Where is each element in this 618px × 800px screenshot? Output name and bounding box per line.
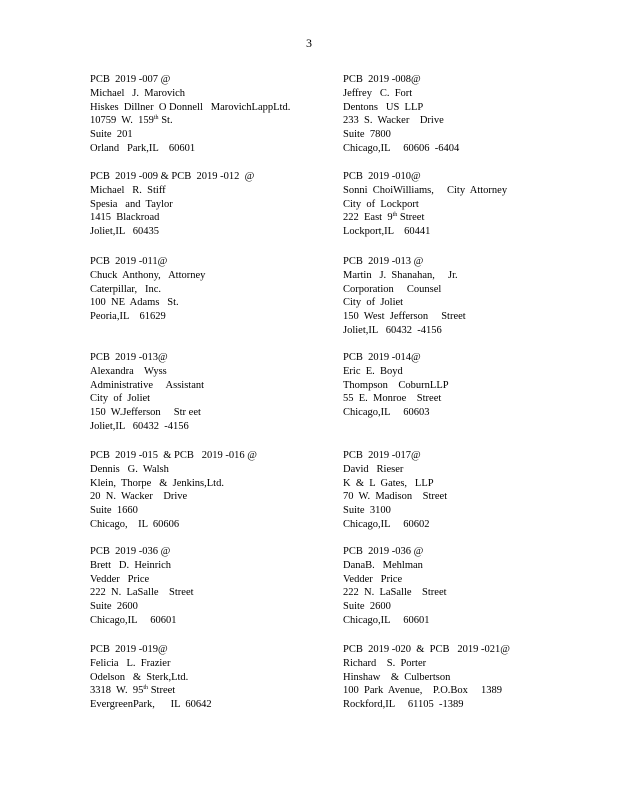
address-line: Vedder Price [343,573,403,585]
address-block [343,170,583,239]
address-line: Corporation Counsel [343,283,442,295]
address-block [90,73,330,156]
address-block [90,255,330,324]
address-line: Richard S. Porter [343,657,427,669]
address-line: Rockford,IL 61105 -1389 [343,699,464,711]
address-line: 233 S. Wacker Drive [343,115,444,127]
case-number: PCB 2019 -013@ [90,352,168,363]
address-line: Chicago,IL 60603 [343,407,430,419]
address-line: Administrative Assistant [90,379,205,391]
address-line: 1415 Blackroad [90,212,160,224]
address-line: 150 West Jefferson Street [343,311,466,323]
address-line: 150 W.Jefferson Str eet [90,407,201,419]
address-line: Vedder Price [90,573,150,585]
address-line: Lockport,IL 60441 [343,226,431,238]
address-line: Suite 2600 [343,601,391,613]
case-number: PCB 2019 -015 & PCB 2019 -016 @ [90,450,257,461]
address-line: Odelson & Sterk,Ltd. [90,671,189,683]
address-line: Dentons US LLP [343,101,424,113]
address-line: 100 NE Adams St. [90,297,179,309]
case-number: PCB 2019 -036 @ [343,546,424,557]
address-line: Dennis G. Walsh [90,463,169,475]
address-line: Orland Park,IL 60601 [90,142,196,154]
address-line: Alexandra Wyss [90,365,167,377]
address-line: Caterpillar, Inc. [90,283,162,295]
address-line: 222 N. LaSalle Street [90,587,194,599]
address-line: Michael R. Stiff [90,184,166,196]
address-line: Martin J. Shanahan, Jr. [343,269,458,281]
address-line: Suite 201 [90,129,133,141]
address-line: Felicia L. Frazier [90,657,171,669]
case-number: PCB 2019 -007 @ [90,74,171,85]
address-line: K & L Gates, LLP [343,477,434,489]
address-line: DanaB. Mehlman [343,559,423,571]
address-line: Chicago,IL 60602 [343,518,430,530]
address-line: Suite 2600 [90,601,138,613]
address-line: Suite 7800 [343,129,391,141]
case-number: PCB 2019 -008@ [343,74,421,85]
case-number: PCB 2019 -013 @ [343,256,424,267]
ordinal-suffix: th [392,212,398,219]
case-number: PCB 2019 -011@ [90,256,168,267]
case-number: PCB 2019 -009 & PCB 2019 -012 @ [90,171,255,182]
address-line: 222 East 9th Street [343,212,425,224]
address-block [343,545,583,628]
address-block [343,73,583,156]
address-block [90,170,330,239]
case-number: PCB 2019 -019@ [90,644,168,655]
address-line: Hinshaw & Culbertson [343,671,451,683]
ordinal-suffix: th [153,115,159,122]
address-line: Chicago,IL 60601 [90,614,177,626]
address-line: Eric E. Boyd [343,365,403,377]
address-line: Klein, Thorpe & Jenkins,Ltd. [90,477,224,489]
address-line: Chicago, IL 60606 [90,518,180,530]
page-number: 3 [306,36,312,50]
address-line: Chicago,IL 60601 [343,614,430,626]
address-line: 3318 W. 95th Street [90,685,176,697]
address-line: Suite 1660 [90,505,138,517]
address-line: 100 Park Avenue, P.O.Box 1389 [343,685,503,697]
address-line: Thompson CoburnLLP [343,379,449,391]
address-line: Sonni ChoiWilliams, City Attorney [343,184,508,196]
address-line: EvergreenPark, IL 60642 [90,699,212,711]
case-number: PCB 2019 -017@ [343,450,421,461]
case-number: PCB 2019 -020 & PCB 2019 -021@ [343,644,510,655]
address-line: 70 W. Madison Street [343,491,448,503]
address-line: Joliet,IL 60432 -4156 [90,420,189,432]
address-block [343,255,583,338]
address-line: City of Lockport [343,198,419,210]
address-line: Jeffrey C. Fort [343,87,413,99]
address-block [343,351,583,420]
address-line: Suite 3100 [343,505,391,517]
case-number: PCB 2019 -036 @ [90,546,171,557]
address-line: City of Joliet [90,393,151,405]
case-number: PCB 2019 -014@ [343,352,421,363]
address-line: City of Joliet [343,297,404,309]
address-line: 222 N. LaSalle Street [343,587,447,599]
address-line: Hiskes Dillner O Donnell MarovichLappLtd. [90,101,291,113]
address-block [90,643,330,712]
address-block [90,545,330,628]
address-line: David Rieser [343,463,404,475]
address-line: 55 E. Monroe Street [343,393,442,405]
address-block [343,449,583,532]
address-line: Michael J. Marovich [90,87,186,99]
address-block [343,643,583,712]
address-line: 20 N. Wacker Drive [90,491,188,503]
address-block [90,351,330,434]
ordinal-suffix: th [143,685,149,692]
address-line: Joliet,IL 60432 -4156 [343,324,442,336]
address-line: Spesia and Taylor [90,198,173,210]
address-line: Joliet,IL 60435 [90,226,160,238]
case-number: PCB 2019 -010@ [343,171,421,182]
address-line: Chicago,IL 60606 -6404 [343,142,460,154]
address-line: Brett D. Heinrich [90,559,172,571]
address-line: Peoria,IL 61629 [90,311,166,323]
address-line: Chuck Anthony, Attorney [90,269,206,281]
address-line: 10759 W. 159th St. [90,115,173,127]
address-block [90,449,330,532]
